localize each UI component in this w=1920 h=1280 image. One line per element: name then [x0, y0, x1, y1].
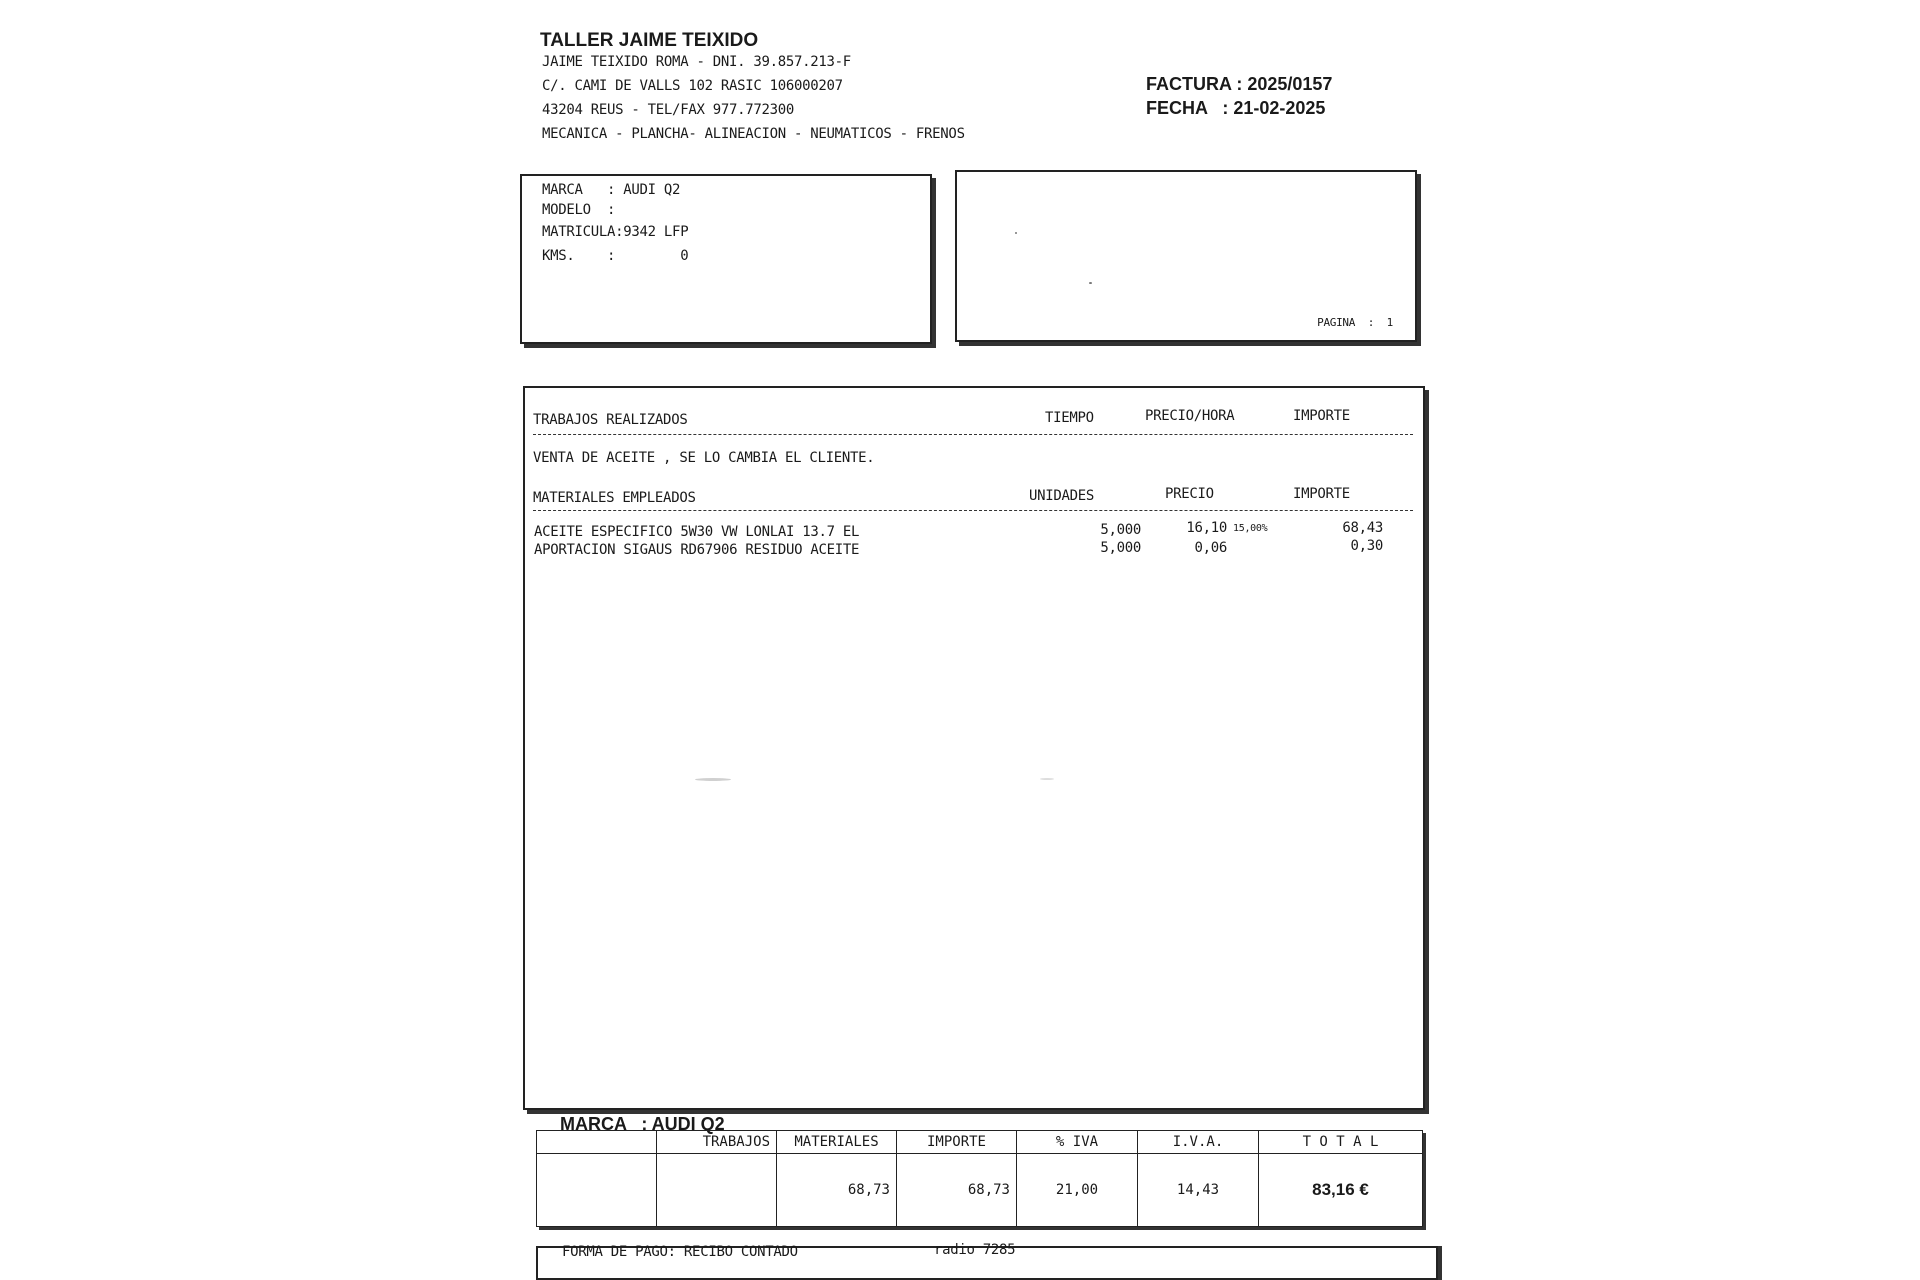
- materials-col-importe: IMPORTE: [1293, 486, 1350, 502]
- totals-value-importe: 68,73: [897, 1154, 1017, 1227]
- material-row-discount: 15,00%: [1233, 523, 1268, 534]
- totals-header-blank: [537, 1131, 657, 1154]
- page-number: PAGINA : 1: [1317, 316, 1393, 329]
- material-row-desc: APORTACION SIGAUS RD67906 RESIDUO ACEITE: [534, 542, 860, 558]
- totals-value-iva: 14,43: [1138, 1154, 1259, 1227]
- totals-value-iva-percent: 21,00: [1017, 1154, 1138, 1227]
- totals-value-trabajos: [657, 1154, 777, 1227]
- works-col-precio-hora: PRECIO/HORA: [1145, 408, 1235, 424]
- invoice-number: FACTURA : 2025/0157: [1146, 74, 1333, 94]
- totals-header-iva-percent: % IVA: [1017, 1131, 1138, 1154]
- totals-header-row: [537, 1131, 1423, 1154]
- materials-col-precio: PRECIO: [1165, 486, 1214, 502]
- totals-value-blank: [537, 1154, 657, 1227]
- material-row-amount: 0,30: [1350, 538, 1383, 554]
- totals-values-row: [537, 1154, 1423, 1227]
- totals-header-total: T O T A L: [1259, 1131, 1423, 1154]
- materials-col-unidades: UNIDADES: [1029, 488, 1095, 504]
- scan-speck: [1089, 282, 1092, 284]
- payment-box: [536, 1242, 1438, 1280]
- material-row-units: 5,000: [1100, 522, 1141, 538]
- material-row-desc: ACEITE ESPECIFICO 5W30 VW LONLAI 13.7 EL: [534, 524, 860, 540]
- totals-header-importe: IMPORTE: [897, 1131, 1017, 1154]
- works-header-title: TRABAJOS REALIZADOS: [533, 412, 688, 428]
- works-description: VENTA DE ACEITE , SE LO CAMBIA EL CLIENTE.: [533, 450, 875, 466]
- works-col-tiempo: TIEMPO: [1045, 410, 1094, 426]
- totals-value-total: 83,16 €: [1259, 1154, 1423, 1227]
- vehicle-modelo: MODELO :: [542, 202, 616, 218]
- scan-speck: [1015, 232, 1017, 234]
- vehicle-matricula: MATRICULA:9342 LFP: [542, 224, 689, 240]
- works-separator: [533, 434, 1413, 435]
- totals-table: [536, 1130, 1423, 1227]
- company-name: TALLER JAIME TEIXIDO: [540, 30, 759, 51]
- works-col-importe: IMPORTE: [1293, 408, 1350, 424]
- payment-note: radio 7285: [934, 1242, 1016, 1258]
- material-row-price: 0,06: [1194, 540, 1227, 556]
- vehicle-marca: MARCA : AUDI Q2: [542, 182, 681, 198]
- totals-header-materiales: MATERIALES: [777, 1131, 897, 1154]
- totals-header-iva: I.V.A.: [1138, 1131, 1259, 1154]
- company-services-line: MECANICA - PLANCHA- ALINEACION - NEUMATICOS - FRENOS: [542, 126, 965, 142]
- client-box: [955, 170, 1417, 342]
- company-city-line: 43204 REUS - TEL/FAX 977.772300: [542, 102, 794, 118]
- materials-separator: [533, 510, 1413, 511]
- invoice-date: FECHA : 21-02-2025: [1146, 98, 1326, 118]
- payment-method: FORMA DE PAGO: RECIBO CONTADO: [562, 1244, 798, 1260]
- company-owner-line: JAIME TEIXIDO ROMA - DNI. 39.857.213-F: [542, 54, 851, 70]
- vehicle-box: [520, 174, 932, 344]
- totals-header-trabajos: TRABAJOS: [657, 1131, 777, 1154]
- material-row-price: 16,10: [1186, 520, 1227, 536]
- vehicle-kms: KMS. : 0: [542, 248, 689, 264]
- summary-marca: MARCA : AUDI Q2: [560, 1114, 725, 1134]
- works-box: [523, 386, 1425, 1110]
- scan-speck: [695, 778, 731, 781]
- materials-header-title: MATERIALES EMPLEADOS: [533, 490, 696, 506]
- company-address-line: C/. CAMI DE VALLS 102 RASIC 106000207: [542, 78, 843, 94]
- scan-speck: [1040, 778, 1054, 780]
- material-row-units: 5,000: [1100, 540, 1141, 556]
- totals-value-materiales: 68,73: [777, 1154, 897, 1227]
- material-row-amount: 68,43: [1342, 520, 1383, 536]
